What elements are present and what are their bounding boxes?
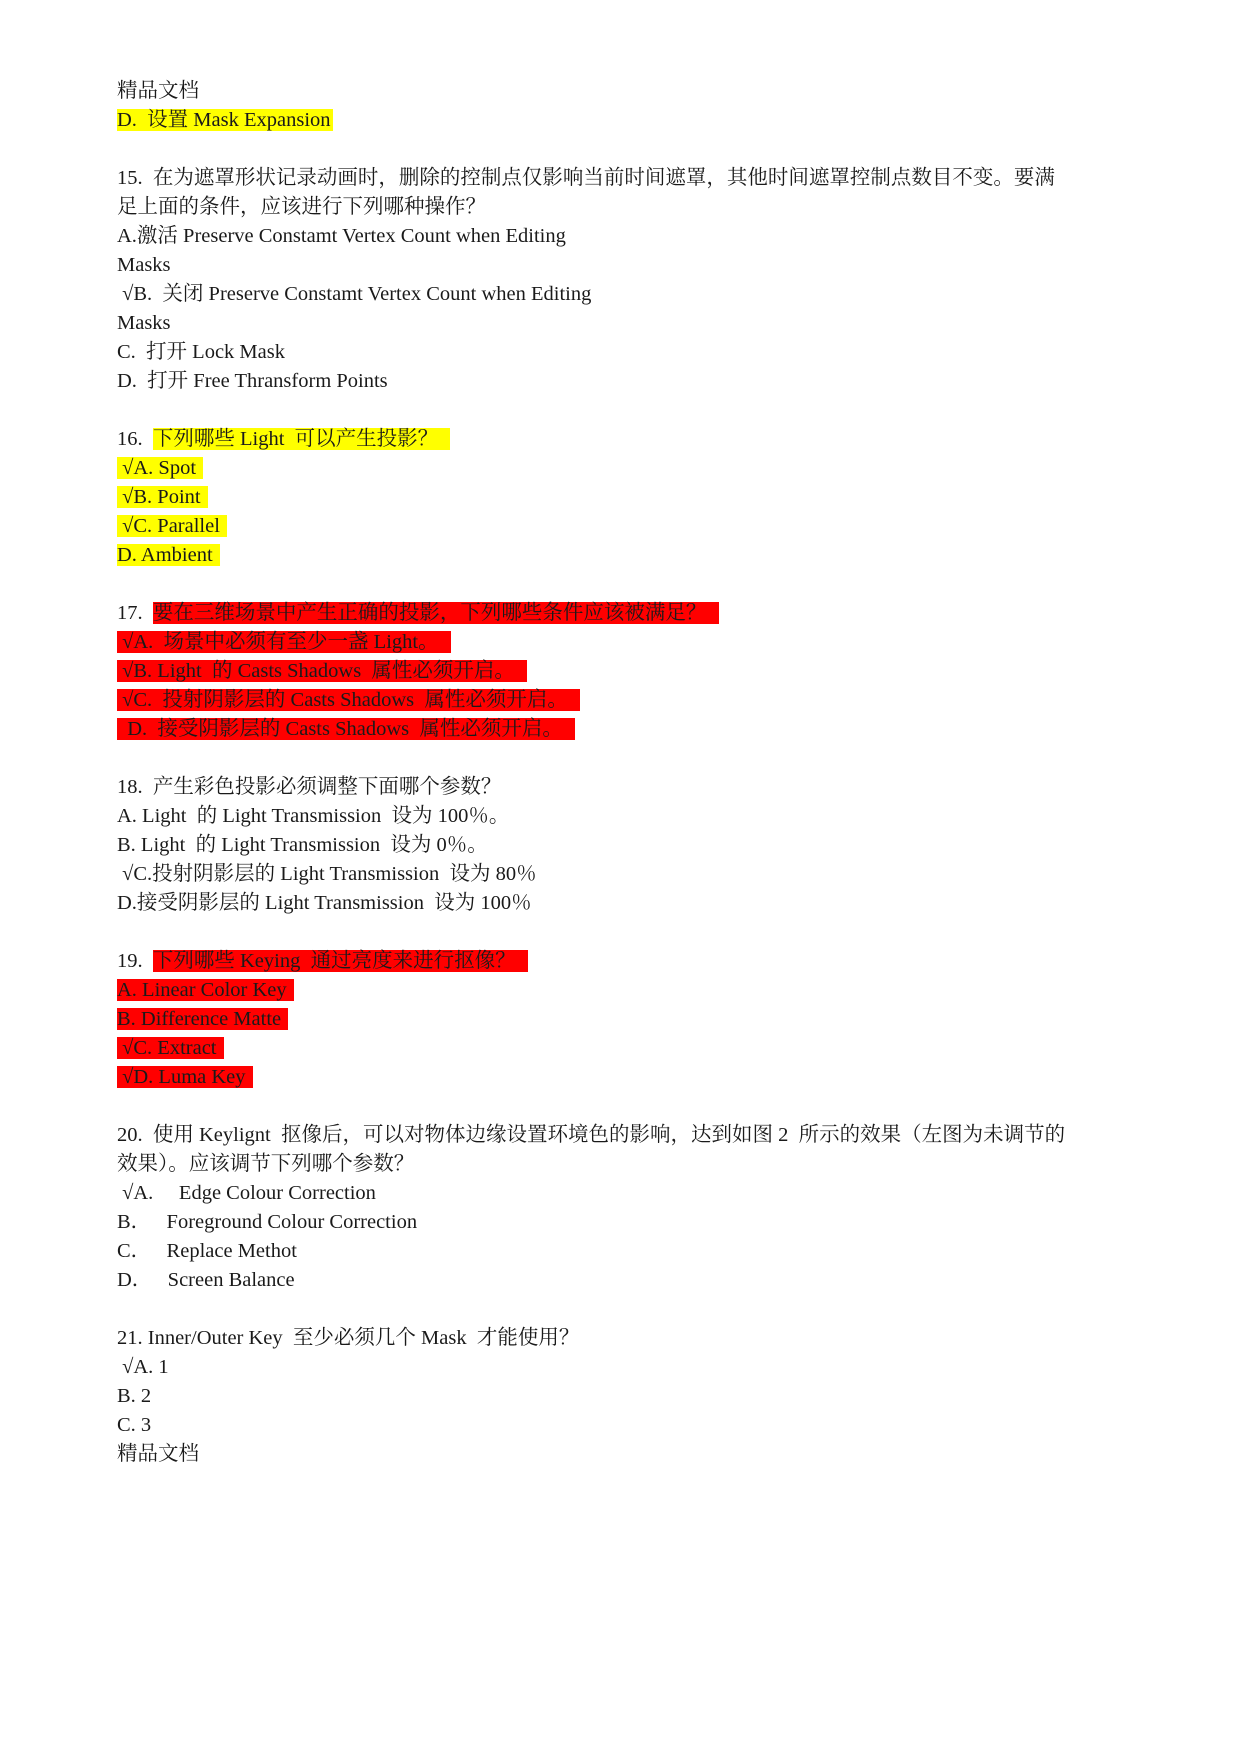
q15-question-line2: 足上面的条件，应该进行下列哪种操作？ <box>117 196 486 218</box>
q21-option-a: √A. 1 <box>117 1356 169 1378</box>
q19-question <box>117 948 528 975</box>
q15-option-b: √B. 关闭 Preserve Constamt Vertex Count when Editing <box>117 283 592 305</box>
highlighted-text: √C. Parallel <box>117 515 226 537</box>
q16-option-c <box>117 513 227 540</box>
q16-option-a <box>117 455 203 482</box>
q17-question <box>117 600 719 627</box>
highlighted-text: D. 设置 Mask Expansion <box>117 109 331 131</box>
q17-option-d <box>117 716 575 743</box>
q15-option-b-cont: Masks <box>117 312 171 334</box>
q17-option-c <box>117 687 580 714</box>
highlighted-text: D. Ambient <box>117 544 218 566</box>
q19-option-a <box>117 977 294 1004</box>
q15-option-d: D. 打开 Free Thransform Points <box>117 370 388 392</box>
q20-option-c: C． Replace Methot <box>117 1240 297 1262</box>
highlighted-text: √B. Light 的 Casts Shadows 属性必须开启。 <box>117 660 526 682</box>
q17-option-a <box>117 629 451 656</box>
q20-option-a: √A. Edge Colour Correction <box>117 1182 376 1204</box>
q19-option-c <box>117 1035 224 1062</box>
q15-option-c: C. 打开 Lock Mask <box>117 341 285 363</box>
q18-option-c: √C.投射阴影层的 Light Transmission 设为 80％ <box>117 863 537 885</box>
highlighted-text: 下列哪些 Light 可以产生投影？ <box>152 428 449 450</box>
q16-question <box>117 426 450 453</box>
highlighted-text: √A. 场景中必须有至少一盏 Light。 <box>117 631 449 653</box>
question-number: 19. <box>117 950 153 972</box>
q18-option-d: D.接受阴影层的 Light Transmission 设为 100％ <box>117 892 532 914</box>
q20-question-line1: 20. 使用 Keylignt 抠像后，可以对物体边缘设置环境色的影响，达到如图 2 所示的效果（左图为未调节的 <box>117 1124 1066 1146</box>
q21-option-b: B. 2 <box>117 1385 152 1407</box>
q16-option-d <box>117 542 220 569</box>
highlighted-text: √C. 投射阴影层的 Casts Shadows 属性必须开启。 <box>117 689 579 711</box>
q17-option-b <box>117 658 527 685</box>
page-footer: 精品文档 <box>117 1443 199 1465</box>
q19-option-d <box>117 1064 253 1091</box>
q15-question-line1: 15. 在为遮罩形状记录动画时，删除的控制点仅影响当前时间遮罩，其他时间遮罩控制点数目不变。要满 <box>117 167 1055 189</box>
highlighted-text: B. Difference Matte <box>117 1008 287 1030</box>
q21-question: 21. Inner/Outer Key 至少必须几个 Mask 才能使用？ <box>117 1327 580 1349</box>
q20-question-line2: 效果）。应该调节下列哪个参数？ <box>117 1153 415 1175</box>
q21-option-c: C. 3 <box>117 1414 152 1436</box>
question-number: 17. <box>117 602 153 624</box>
highlighted-text: √B. Point <box>117 486 206 508</box>
highlighted-text: A. Linear Color Key <box>117 979 292 1001</box>
highlighted-text: 下列哪些 Keying 通过亮度来进行抠像？ <box>152 950 526 972</box>
highlighted-text: 要在三维场景中产生正确的投影，下列哪些条件应该被满足？ <box>152 602 717 624</box>
q18-option-a: A. Light 的 Light Transmission 设为 100％。 <box>117 805 510 827</box>
q18-option-b: B. Light 的 Light Transmission 设为 0％。 <box>117 834 488 856</box>
page-header: 精品文档 <box>117 80 199 102</box>
q18-question: 18. 产生彩色投影必须调整下面哪个参数？ <box>117 776 502 798</box>
q20-option-d: D． Screen Balance <box>117 1269 295 1291</box>
q19-option-b <box>117 1006 288 1033</box>
highlighted-text: D. 接受阴影层的 Casts Shadows 属性必须开启。 <box>117 718 574 740</box>
highlighted-text: √C. Extract <box>117 1037 222 1059</box>
q16-option-b <box>117 484 208 511</box>
q20-option-b: B． Foreground Colour Correction <box>117 1211 418 1233</box>
q15-option-a-cont: Masks <box>117 254 171 276</box>
question-number: 16. <box>117 428 153 450</box>
q15-option-a: A.激活 Preserve Constamt Vertex Count when Editing <box>117 225 566 247</box>
q14-option-d <box>117 107 333 134</box>
highlighted-text: √D. Luma Key <box>117 1066 251 1088</box>
highlighted-text: √A. Spot <box>117 457 202 479</box>
